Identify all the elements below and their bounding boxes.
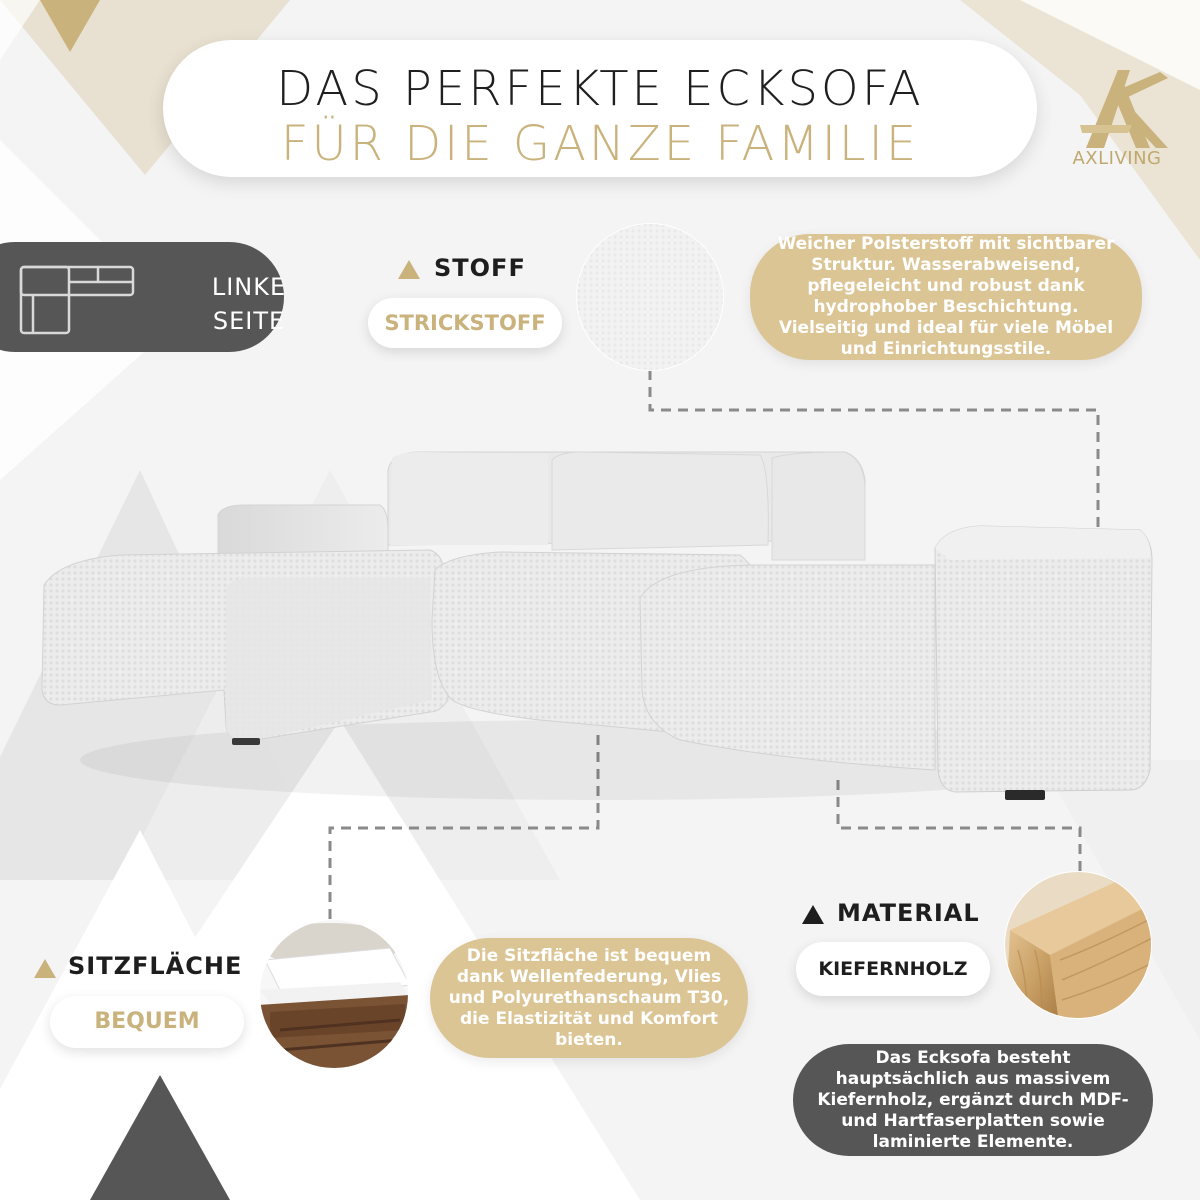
- title-line-2: FÜR DIE GANZE FAMILIE: [280, 116, 920, 172]
- material-description: Das Ecksofa besteht hauptsächlich aus massivem Kiefernholz, ergänzt durch MDF- und Hartfaserplatten sowie laminierte Elemente.: [793, 1044, 1153, 1156]
- triangle-bullet-icon: [802, 905, 824, 924]
- title-banner: [163, 40, 1037, 177]
- triangle-bullet-icon: [398, 260, 420, 279]
- corner-sofa-outline-icon: [18, 262, 138, 338]
- triangle-bullet-icon: [34, 959, 56, 978]
- brand-name: AXLIVING: [1072, 148, 1162, 169]
- sitzflaeche-heading: SITZFLÄCHE: [68, 952, 243, 980]
- material-value-pill: KIEFERNHOLZ: [796, 942, 990, 996]
- sitzflaeche-value-pill: BEQUEM: [50, 996, 244, 1048]
- title-line-1: DAS PERFEKTE ECKSOFA: [276, 61, 924, 117]
- stoff-heading: STOFF: [434, 254, 526, 282]
- stoff-description: Weicher Polsterstoff mit sichtbarer Struktur. Wasserabweisend, pflegeleicht und robust dank hydrophober Beschichtung. Vielseitig und ideal für viele Möbel und Einrichtungsstile.: [750, 234, 1142, 360]
- orientation-label: LINKE SEITE: [211, 273, 287, 335]
- stoff-value-pill: STRICKSTOFF: [368, 298, 562, 348]
- material-heading: MATERIAL: [837, 899, 980, 927]
- fabric-sample-image: [570, 220, 730, 380]
- corner-sofa-illustration: [42, 452, 1152, 800]
- sitzflaeche-description: Die Sitzfläche ist bequem dank Wellenfederung, Vlies und Polyurethanschaum T30, die Elastizität und Komfort bieten.: [430, 938, 748, 1058]
